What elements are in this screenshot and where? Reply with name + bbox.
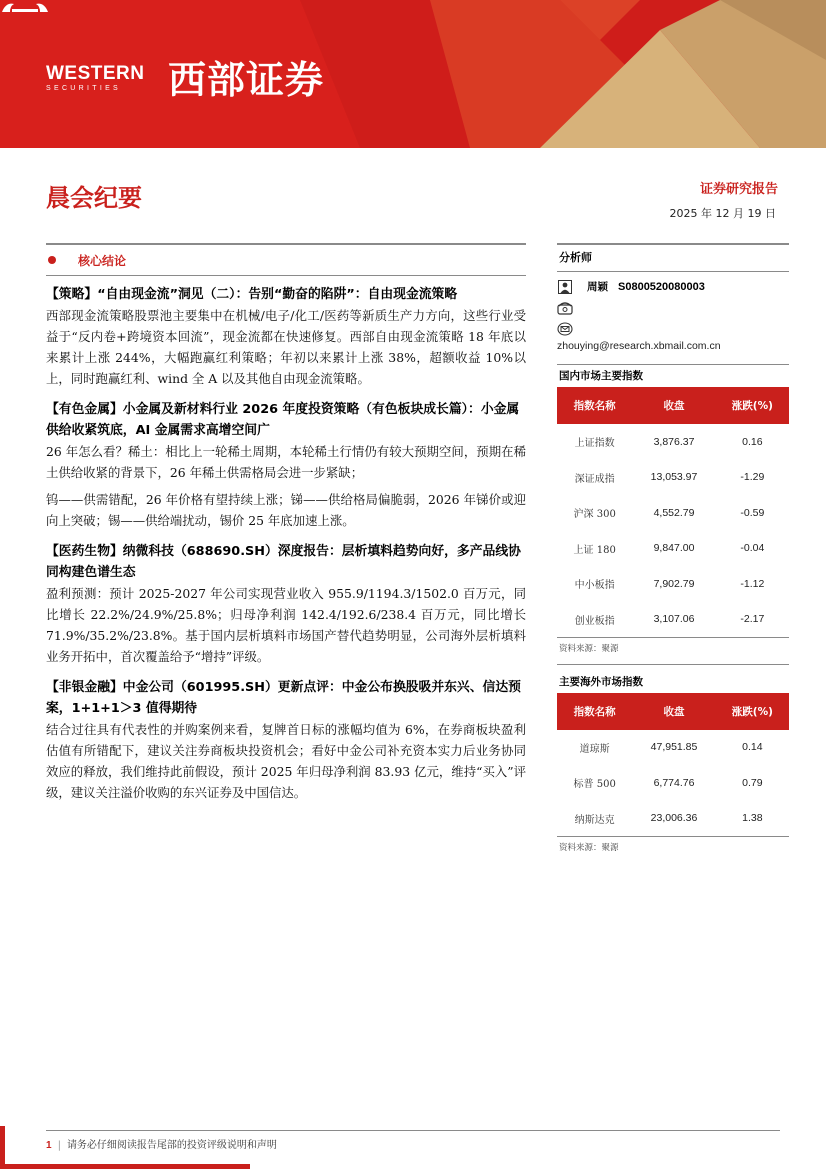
logo-en-sub: SECURITIES bbox=[46, 85, 122, 92]
index-change: 1.38 bbox=[716, 801, 789, 837]
table-row bbox=[557, 460, 789, 496]
index-close: 47,951.85 bbox=[650, 741, 698, 754]
index-close: 13,053.97 bbox=[650, 471, 698, 484]
index-name: 沪深 300 bbox=[573, 509, 616, 521]
report-date: 2025 年 12 月 19 日 bbox=[669, 207, 776, 220]
logo-english bbox=[46, 64, 162, 93]
index-change: 0.14 bbox=[742, 741, 763, 754]
analyst-phone-row bbox=[557, 297, 789, 318]
index-name: 深证成指 bbox=[574, 473, 615, 485]
analyst-name: 周颖 bbox=[587, 281, 608, 293]
table-row bbox=[557, 765, 789, 801]
col-header-name: 指数名称 bbox=[557, 693, 632, 730]
index-name: 中小板指 bbox=[574, 580, 615, 592]
index-close: 9,847.00 bbox=[653, 542, 695, 555]
index-close: 7,902.79 bbox=[653, 577, 695, 590]
block-heading: 【有色金属】小金属及新材料行业 2026 年度投资策略（有色板块成长篇）：小金属供给收紧筑底，AI 金属需求高增空间广 bbox=[46, 402, 520, 438]
index-close: 23,006.36 bbox=[632, 801, 715, 837]
index-name: 上证指数 bbox=[574, 438, 615, 450]
col-header-change: 涨跌(%) bbox=[716, 693, 789, 730]
core-conclusions bbox=[46, 243, 526, 803]
page-title: 晨会纪要 bbox=[46, 183, 142, 212]
footer-notice: 请务必仔细阅读报告尾部的投资评级说明和声明 bbox=[66, 1140, 277, 1151]
index-change: -1.29 bbox=[740, 471, 765, 484]
index-change: -0.59 bbox=[740, 506, 765, 519]
col-header-change: 涨跌(%) bbox=[716, 387, 789, 424]
index-change: -1.12 bbox=[740, 577, 765, 590]
table-row bbox=[557, 730, 789, 766]
email-row-text bbox=[557, 335, 789, 356]
col-header-close: 收盘 bbox=[632, 693, 715, 730]
index-change: 0.16 bbox=[742, 435, 763, 448]
block-paragraph: 西部现金流策略股票池主要集中在机械/电子/化工/医药等新质生产力方向，这些行业受益于“反内卷+跨境资本回流”，现金流都在快速修复。西部自由现金流策略 18 年底以来累计上涨 244%，大幅跑赢红利策略；年初以来累计上涨 38%，超额收益 10%以上，同时跑赢红利、wind 全 A 以及其他自由现金流策略。 bbox=[46, 308, 526, 386]
block-paragraph: 钨——供需错配，26 年价格有望持续上涨；锑——供给格局偏脆弱，2026 年锑价或迎向上突破；锡——供给端扰动，锡价 25 年底加速上涨。 bbox=[46, 492, 526, 528]
logo-en-text: WESTERN bbox=[46, 63, 145, 84]
footer-separator: | bbox=[57, 1140, 61, 1151]
col-header-name: 指数名称 bbox=[557, 387, 632, 424]
block-paragraph: 26 年怎么看？稀土：相比上一轮稀土周期，本轮稀土行情仍有较大预期空间，预期在稀土供给收紧的背景下，26 年稀土供需格局会进一步紧缺； bbox=[46, 444, 526, 480]
table-header-row bbox=[557, 693, 789, 730]
bullet-dot-icon bbox=[48, 256, 56, 264]
index-name: 创业板指 bbox=[557, 602, 632, 638]
corner-accent bbox=[0, 1126, 5, 1169]
index-change: 0.79 bbox=[742, 776, 763, 789]
section-title: 核心结论 bbox=[78, 253, 127, 268]
domestic-index-table bbox=[557, 387, 789, 638]
block-heading: 【非银金融】中金公司（601995.SH）更新点评：中金公布换股吸并东兴、信达预案，1+1+1＞3 值得期待 bbox=[46, 680, 521, 716]
sidebar bbox=[557, 243, 789, 863]
nonferrous-block bbox=[46, 399, 526, 531]
footer bbox=[46, 1136, 277, 1151]
index-close: 4,552.79 bbox=[653, 506, 695, 519]
person-icon bbox=[557, 280, 573, 294]
block-heading: 【策略】“自由现金流”洞见（二）：告别“勤奋的陷阱”：自由现金流策略 bbox=[46, 287, 458, 302]
domestic-table-title: 国内市场主要指数 bbox=[559, 370, 643, 382]
table-row bbox=[557, 801, 789, 837]
overseas-source: 资料来源：聚源 bbox=[559, 842, 619, 853]
index-change: -2.17 bbox=[716, 602, 789, 638]
strategy-block bbox=[46, 284, 526, 389]
overseas-index-table bbox=[557, 693, 789, 837]
index-name: 标普 500 bbox=[573, 779, 616, 791]
email-icon bbox=[557, 322, 573, 336]
pharma-block bbox=[46, 541, 526, 667]
table-row bbox=[557, 495, 789, 531]
analyst-certificate: S0800520080003 bbox=[618, 280, 705, 293]
overseas-table-title: 主要海外市场指数 bbox=[559, 675, 643, 688]
table-row bbox=[557, 424, 789, 460]
index-name: 纳斯达克 bbox=[557, 801, 632, 837]
page-number: 1 bbox=[46, 1140, 52, 1151]
table-row bbox=[557, 602, 789, 638]
finance-block bbox=[46, 677, 526, 803]
table-row bbox=[557, 531, 789, 567]
report-type: 证券研究报告 bbox=[699, 182, 778, 197]
section-header bbox=[46, 245, 526, 275]
index-change: -0.04 bbox=[740, 542, 765, 555]
domestic-source: 资料来源：聚源 bbox=[559, 643, 619, 654]
col-header-close: 收盘 bbox=[632, 387, 715, 424]
index-close: 3,107.06 bbox=[632, 602, 715, 638]
index-close: 6,774.76 bbox=[653, 776, 695, 789]
corner-accent bbox=[0, 1164, 250, 1169]
analyst-email[interactable]: zhouying@research.xbmail.com.cn bbox=[557, 339, 721, 352]
logo-horns-icon bbox=[0, 0, 50, 14]
footer-divider bbox=[46, 1130, 780, 1131]
table-header-row bbox=[557, 387, 789, 424]
analyst-name-row bbox=[557, 276, 789, 297]
block-heading: 【医药生物】纳微科技（688690.SH）深度报告：层析填料趋势向好，多产品线协同构建色谱生态 bbox=[46, 544, 521, 580]
index-close: 3,876.37 bbox=[653, 435, 695, 448]
table-row bbox=[557, 566, 789, 602]
phone-icon bbox=[557, 301, 573, 315]
block-paragraph: 结合过往具有代表性的并购案例来看，复牌首日标的涨幅均值为 6%，在券商板块盈利估值有所错配下，建议关注券商板块投资机会；看好中金公司补充资本实力后业务协同效应的释放，我们维持此前假设，预计 2025 年归母净利润 83.93 亿元，维持“买入”评级，建议关注溢价收购的东兴证券及中国信达。 bbox=[46, 722, 526, 800]
analyst-label: 分析师 bbox=[559, 251, 592, 264]
header-banner bbox=[0, 0, 826, 148]
index-name: 上证 180 bbox=[573, 544, 616, 556]
logo-chinese: 西部证券 bbox=[168, 58, 325, 102]
index-name: 道琼斯 bbox=[579, 743, 610, 755]
block-paragraph: 盈利预测：预计 2025-2027 年公司实现营业收入 955.9/1194.3/1502.0 百万元，同比增长 22.2%/24.9%/25.8%；归母净利润 142.4/192.6/238.4 百万元，同比增长 71.9%/35.2%/23.8%。基于国内层析填料市场国产替代趋势明显，公司海外层析填料业务开拓中，首次覆盖给予“增持”评级。 bbox=[46, 586, 526, 664]
